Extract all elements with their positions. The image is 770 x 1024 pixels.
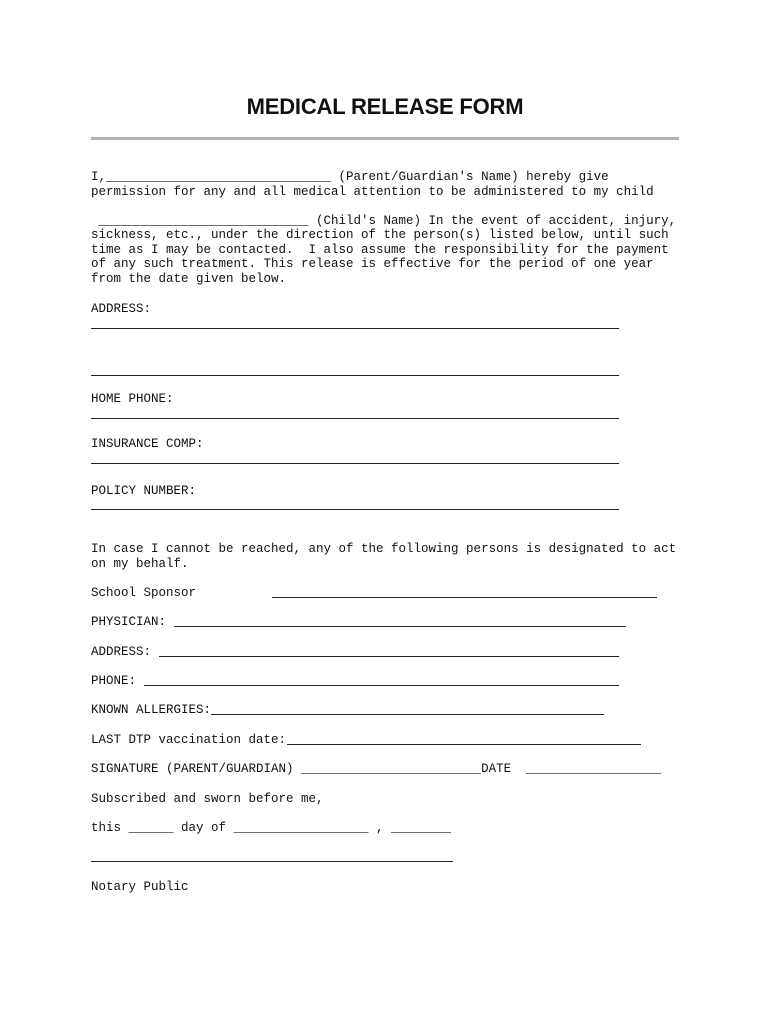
phone-label: PHONE: [91, 674, 137, 688]
notary-signature-line[interactable] [91, 861, 453, 862]
home-phone-label: HOME PHONE: [91, 392, 174, 406]
child-line-2: sickness, etc., under the direction of the person(s) listed below, until such [91, 228, 669, 242]
child-line-5: from the date given below. [91, 272, 287, 286]
contact-address-line[interactable] [159, 656, 619, 657]
physician-label: PHYSICIAN: [91, 615, 167, 629]
form-title: MEDICAL RELEASE FORM [246, 94, 524, 119]
address-label: ADDRESS: [91, 302, 152, 316]
intro-line-2: permission for any and all medical attention to be administered to my child [91, 185, 654, 199]
physician-line[interactable] [174, 626, 626, 627]
designate-line-1: In case I cannot be reached, any of the following persons is designated to act [91, 542, 677, 556]
insurance-label: INSURANCE COMP: [91, 437, 204, 451]
subscribed-label: Subscribed and sworn before me, [91, 792, 324, 806]
designate-line-2: on my behalf. [91, 557, 189, 571]
phone-line[interactable] [144, 685, 619, 686]
policy-number-line[interactable] [91, 509, 619, 510]
child-line-4: of any such treatment. This release is effective for the period of one year [91, 257, 654, 271]
dtp-vaccination-label: LAST DTP vaccination date: [91, 733, 287, 747]
signature-date-line[interactable]: SIGNATURE (PARENT/GUARDIAN) ________________________DATE __________________ [91, 762, 662, 776]
title-divider [91, 137, 679, 140]
dtp-vaccination-line[interactable] [287, 744, 641, 745]
intro-line-1: I,______________________________ (Parent/Guardian's Name) hereby give [91, 170, 609, 184]
address-line-1[interactable] [91, 328, 619, 329]
notary-day-line[interactable]: this ______ day of __________________ , ________ [91, 821, 452, 835]
notary-public-label: Notary Public [91, 880, 189, 894]
home-phone-line[interactable] [91, 418, 619, 419]
address-line-2[interactable] [91, 375, 619, 376]
known-allergies-line[interactable] [211, 714, 604, 715]
child-line-3: time as I may be contacted. I also assume the responsibility for the payment [91, 243, 669, 257]
contact-address-label: ADDRESS: [91, 645, 152, 659]
child-line-1: ____________________________ (Child's Name) In the event of accident, injury, [91, 214, 677, 228]
known-allergies-label: KNOWN ALLERGIES: [91, 703, 212, 717]
school-sponsor-label: School Sponsor [91, 586, 197, 600]
school-sponsor-line[interactable] [272, 597, 657, 598]
policy-number-label: POLICY NUMBER: [91, 484, 197, 498]
insurance-line[interactable] [91, 463, 619, 464]
